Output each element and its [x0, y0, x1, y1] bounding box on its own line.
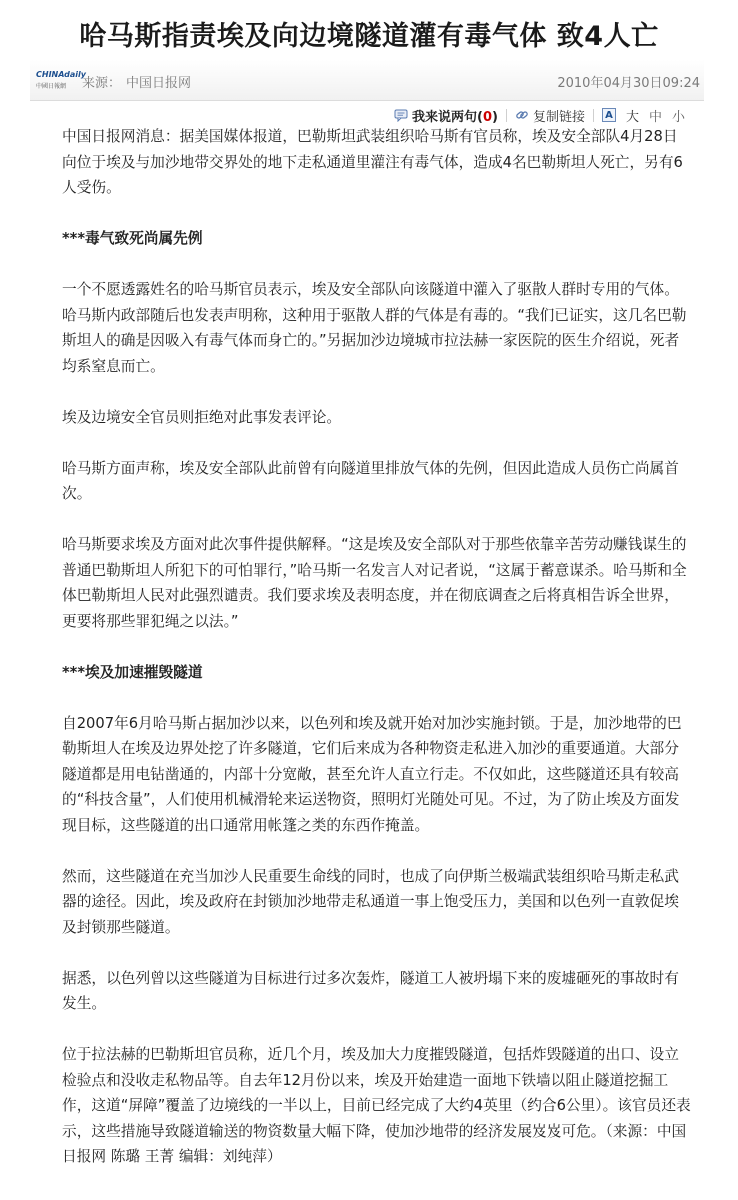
font-size-large[interactable]: 大 — [625, 109, 639, 125]
comment-icon — [394, 108, 408, 122]
paragraph-6: 自2007年6月哈马斯占据加沙以来，以色列和埃及就开始对加沙实施封锁。于是，加沙地带的巴勒斯坦人在埃及边界处挖了许多隧道，它们后来成为各种物资走私进入加沙的重要通道。大部分隧道都是用电钻凿通的，内部十分宽敞，甚至允许人直立行走。不仅如此，这些隧道还具有较高的“科技含量”，人们使用机械滑轮来运送物资，照明灯光随处可见。不过，为了防止埃及方面发现目标，这些隧道的出口通常用帐篷之类的东西作掩盖。 — [62, 714, 682, 834]
subheading-2: ***埃及加速摧毁隧道 — [62, 663, 203, 681]
logo-subtext: 中國日報網 — [36, 83, 67, 90]
comment-count: 0 — [482, 109, 492, 125]
logo-text: CHINAdaily — [36, 70, 87, 79]
source-label: 来源： — [82, 76, 122, 91]
publish-datetime: 2010年04月30日09:24 — [557, 76, 700, 91]
paragraph-5: 哈马斯要求埃及方面对此次事件提供解释。“这是埃及安全部队对于那些依靠辛苦劳动赚钱谋生的普通巴勒斯坦人所犯下的可怕罪行，”哈马斯一名发言人对记者说，“这属于蓄意谋杀。哈马斯和全体巴勒斯坦人民对此强烈谴责。我们要求埃及表明态度，并在彻底调查之后将真相告诉全世界，更要将那些罪犯绳之以法。” — [62, 536, 687, 630]
paragraph-7: 然而，这些隧道在充当加沙人民重要生命线的同时，也成了向伊斯兰极端武装组织哈马斯走私武器的途径。因此，埃及政府在封锁加沙地带走私通道一事上饱受压力，美国和以色列一直敦促埃及封锁那些隧道。 — [62, 867, 679, 936]
comment-label: 我来说两句( — [411, 109, 483, 125]
toolbar-divider — [593, 109, 594, 122]
font-size-icon: A — [602, 108, 616, 122]
toolbar-divider — [506, 109, 507, 122]
paragraph-8: 据悉，以色列曾以这些隧道为目标进行过多次轰炸，隧道工人被坍塌下来的废墟砸死的事故时有发生。 — [62, 969, 679, 1012]
chinadaily-logo[interactable] — [36, 69, 87, 91]
source-name: 中国日报网 — [126, 76, 192, 91]
paragraph-9: 位于拉法赫的巴勒斯坦官员称，近几个月，埃及加大力度摧毁隧道，包括炸毁隧道的出口、设立检验点和没收走私物品等。自去年12月份以来，埃及开始建造一面地下铁墙以阻止隧道挖掘工作，这道“屏障”覆盖了边境线的一半以上，目前已经完成了大约4英里（约合6公里）。该官员还表示，这些措施导致隧道输送的物资数量大幅下降，使加沙地带的经济发展岌岌可危。（来源：中国日报网 陈璐 王菁 编辑：刘纯萍） — [62, 1046, 691, 1165]
paragraph-1: 中国日报网消息：据美国媒体报道，巴勒斯坦武装组织哈马斯有官员称，埃及安全部队4月28日向位于埃及与加沙地带交界处的地下走私通道里灌注有毒气体，造成4名巴勒斯坦人死亡，另有6人受伤。 — [62, 128, 683, 196]
article-body — [62, 124, 692, 1170]
comment-label-close: ) — [491, 109, 498, 125]
article-toolbar — [394, 106, 690, 124]
subheading-1: ***毒气致死尚属先例 — [62, 230, 203, 247]
article-meta-bar — [30, 60, 704, 101]
font-size-medium[interactable]: 中 — [648, 109, 662, 125]
link-icon — [515, 108, 529, 122]
paragraph-4: 哈马斯方面声称，埃及安全部队此前曾有向隧道里排放气体的先例，但因此造成人员伤亡尚属首次。 — [62, 459, 679, 502]
font-size-small[interactable]: 小 — [671, 109, 685, 125]
paragraph-2: 一个不愿透露姓名的哈马斯官员表示，埃及安全部队向该隧道中灌入了驱散人群时专用的气体。哈马斯内政部随后也发表声明称，这种用于驱散人群的气体是有毒的。“我们已证实，这几名巴勒斯坦人的确是因吸入有毒气体而身亡的。”另据加沙边境城市拉法赫一家医院的医生介绍说，死者均系窒息而亡。 — [62, 281, 687, 375]
comment-link[interactable] — [412, 106, 498, 125]
copy-link-button[interactable]: 复制链接 — [532, 109, 585, 125]
article-title: 哈马斯指责埃及向边境隧道灌有毒气体 致4人亡 — [79, 21, 659, 52]
paragraph-3: 埃及边境安全官员则拒绝对此事发表评论。 — [62, 408, 342, 426]
